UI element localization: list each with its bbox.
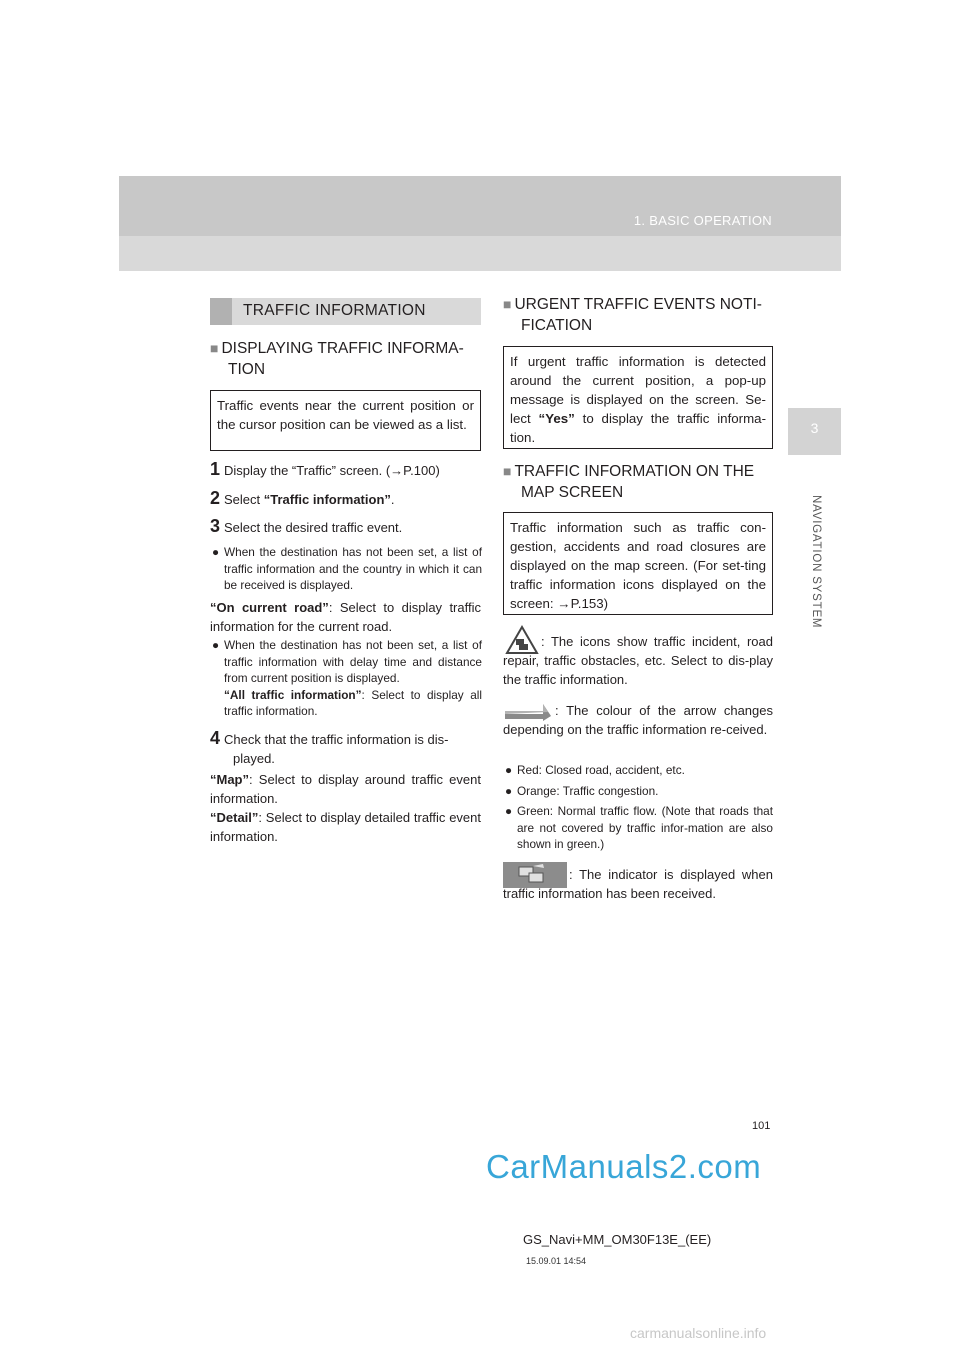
color-text: Red: Closed road, accident, etc. — [517, 763, 685, 777]
step-text: Check that the traffic information is dis- — [224, 732, 449, 747]
color-text: Green: Normal traffic flow. (Note that roads that are not covered by traffic infor-mation are also shown in green.) — [517, 804, 773, 851]
map-screen-box: Traffic information such as traffic con-gestion, accidents and road closures are displayed on the map screen. (For set-ting traffic information icons displayed on the screen: →P.153) — [503, 512, 773, 615]
map-desc — [210, 770, 481, 808]
subheading-marker: ■ — [503, 296, 512, 312]
color-item-red — [505, 762, 773, 779]
subheading-line2: MAP SCREEN — [521, 484, 624, 501]
step-text: Select the desired traffic event. — [224, 520, 403, 535]
desc-text: : Select to display detailed traffic event information. — [210, 810, 481, 844]
bold-label: “Map” — [210, 772, 249, 787]
icon2-desc: : The colour of the arrow changes depending on the traffic information re-ceived. — [503, 703, 773, 737]
step-number: 1 — [210, 459, 221, 479]
step-text-line2: played. — [233, 751, 275, 766]
section-title: TRAFFIC INFORMATION — [243, 302, 426, 319]
subheading-map-screen — [503, 461, 778, 503]
detail-desc — [210, 808, 481, 846]
step-text: Select — [224, 492, 264, 507]
box-text: If urgent traffic information is detected around the current position, a pop-up message is displayed on the screen. Se-lect — [510, 354, 766, 426]
step-number: 3 — [210, 516, 221, 536]
footer-site: carmanualsonline.info — [630, 1325, 767, 1341]
intro-box: Traffic events near the current position or the cursor position can be viewed as a list. — [210, 390, 481, 451]
color-list — [505, 762, 773, 853]
section-bar — [210, 298, 481, 325]
bullet-icon: ● — [212, 638, 220, 652]
watermark-logo: CarManuals2.com — [486, 1148, 762, 1185]
chapter-number: 3 — [810, 420, 819, 436]
note-text: When the destination has not been set, a list of traffic information with delay time and distance from current position is displayed. — [224, 638, 482, 685]
all-info-desc — [212, 687, 482, 720]
bullet-icon: ● — [505, 763, 513, 777]
subheading-line2: FICATION — [521, 317, 593, 334]
subheading-displaying — [210, 338, 485, 380]
document-code: GS_Navi+MM_OM30F13E_(EE) — [523, 1232, 712, 1247]
note-bullet-1 — [212, 544, 482, 594]
on-current-road-desc — [210, 598, 481, 636]
step-1 — [210, 460, 485, 480]
bullet-icon: ● — [505, 783, 513, 798]
bullet-icon: ● — [505, 804, 513, 818]
step-text: Display the “Traffic” screen. (→P.100) — [224, 463, 440, 478]
subheading-urgent — [503, 294, 778, 336]
subheading-line1: DISPLAYING TRAFFIC INFORMA- — [221, 340, 464, 357]
subheading-marker: ■ — [503, 463, 512, 479]
step-text-end: . — [390, 492, 395, 507]
box-text-end: to display the traffic informa-tion. — [510, 411, 766, 445]
chapter-label: NAVIGATION SYSTEM — [810, 495, 822, 629]
color-item-green — [505, 803, 773, 853]
header-title: 1. BASIC OPERATION — [633, 213, 772, 228]
step-number: 4 — [210, 728, 221, 748]
bold-label: “All traffic information” — [224, 687, 362, 702]
step-2 — [210, 489, 485, 509]
icon3-desc: : The indicator is displayed when traffic information has been received. — [503, 867, 773, 901]
subheading-line1: TRAFFIC INFORMATION ON THE — [514, 463, 755, 480]
desc-text: : Select to display traffic information for the current road. — [210, 600, 481, 634]
step-bold-label: “Traffic information” — [263, 492, 391, 507]
color-text: Orange: Traffic congestion. — [517, 783, 659, 798]
step-4 — [210, 729, 485, 768]
bold-label: “Yes” — [538, 411, 575, 426]
desc-text: : Select to display around traffic event information. — [210, 772, 481, 806]
print-date: 15.09.01 14:54 — [526, 1256, 587, 1266]
desc-text: : Select to display all traffic information. — [224, 687, 482, 718]
subheading-marker: ■ — [210, 340, 219, 356]
section-bar-square — [210, 298, 232, 325]
page-number: 101 — [752, 1120, 771, 1132]
step-number: 2 — [210, 488, 221, 508]
note-bullet-2 — [212, 637, 482, 720]
note-text: When the destination has not been set, a list of traffic information and the country in which it can be received is displayed. — [224, 545, 482, 592]
subheading-line2: TION — [228, 361, 266, 378]
bold-label: “On current road” — [210, 600, 329, 615]
urgent-box — [503, 346, 773, 449]
bullet-icon: ● — [212, 545, 220, 559]
subheading-line1: URGENT TRAFFIC EVENTS NOTI- — [514, 296, 762, 313]
icon1-desc: : The icons show traffic incident, road repair, traffic obstacles, etc. Select to dis-play the traffic information. — [503, 634, 773, 687]
color-item-orange — [505, 783, 773, 800]
bold-label: “Detail” — [210, 810, 259, 825]
step-3 — [210, 517, 485, 537]
